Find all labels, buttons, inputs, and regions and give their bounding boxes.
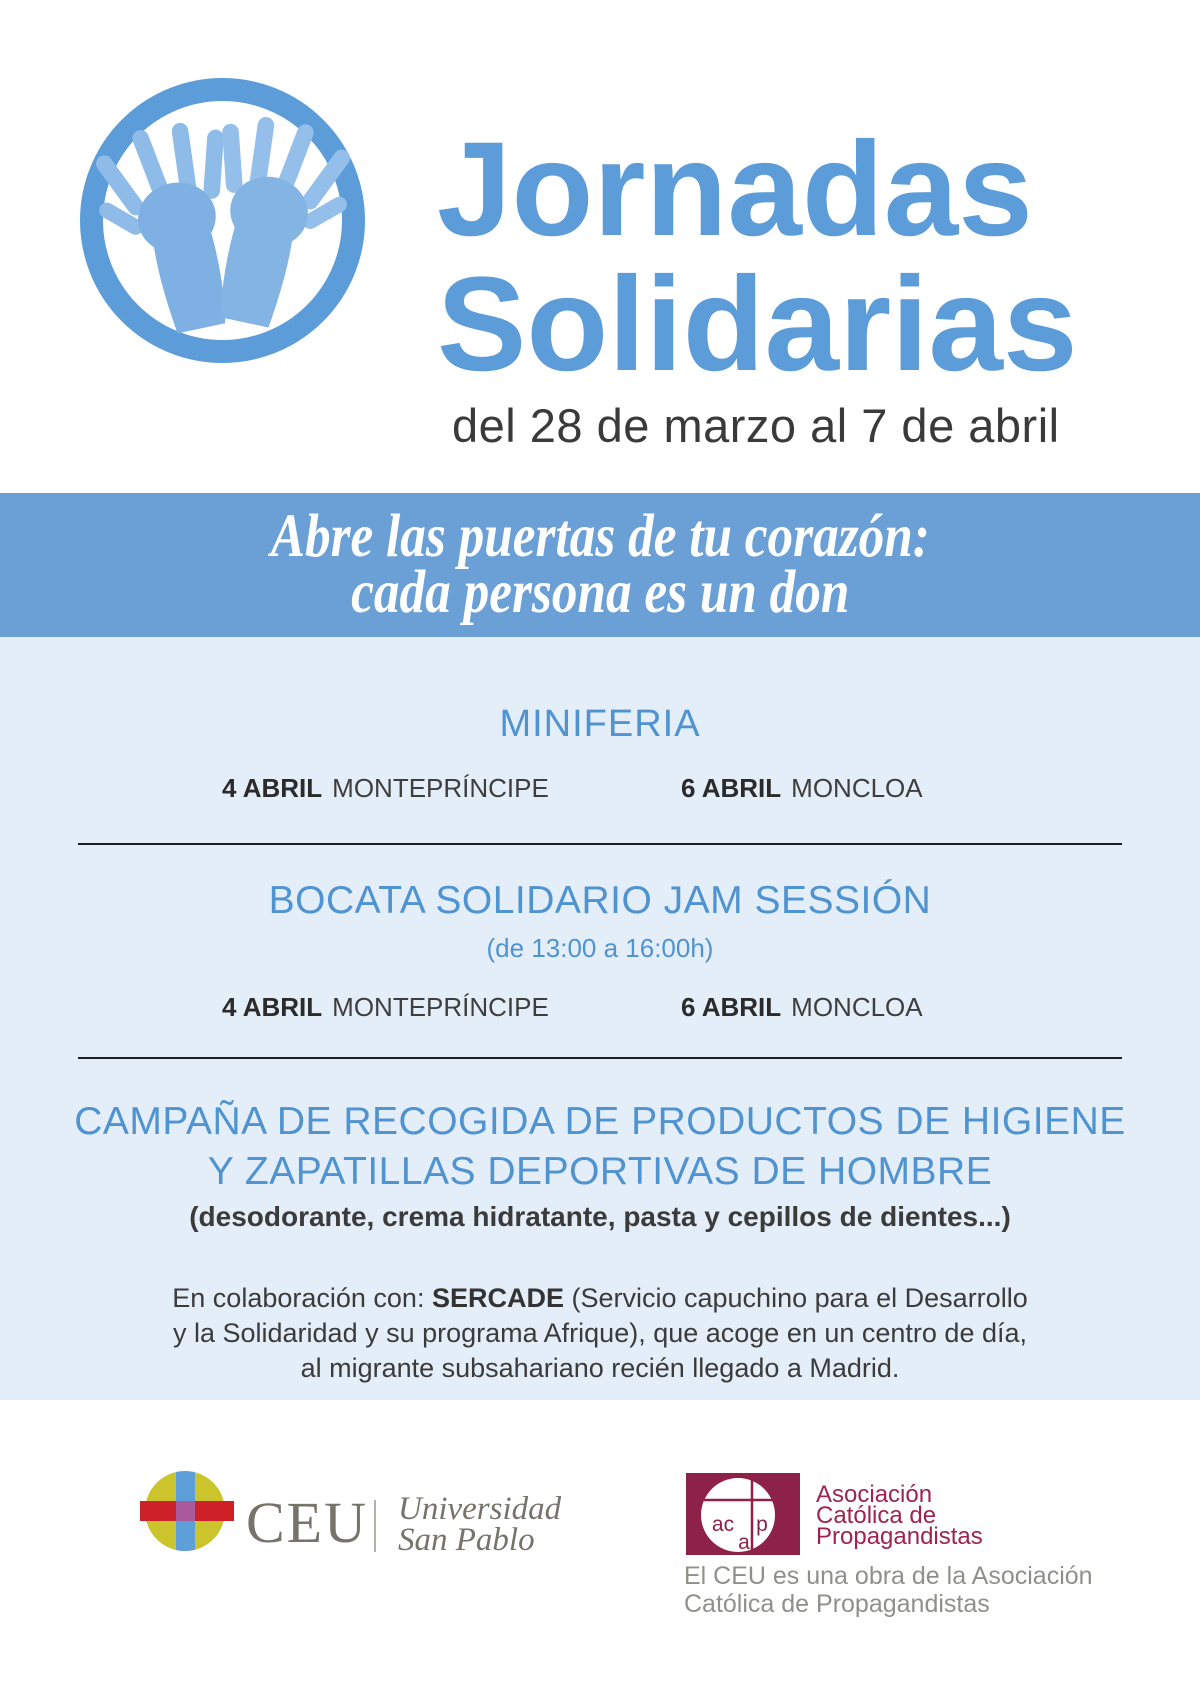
events-section	[0, 637, 1200, 1400]
campaign-description	[0, 1281, 1200, 1386]
slogan-line-2: cada persona es un don	[350, 559, 850, 626]
ceu-acronym: CEU	[246, 1490, 368, 1555]
event-item	[681, 992, 923, 1023]
acdp-letter-right: p	[756, 1513, 768, 1536]
title-line-1: Jornadas	[437, 115, 1033, 264]
event-item	[222, 773, 549, 804]
collab-line1-rest: (Servicio capuchino para el Desarrollo	[563, 1283, 1028, 1313]
acdp-name	[816, 1481, 983, 1550]
bocata-events-row	[0, 992, 1200, 1026]
campaign-note: (desodorante, crema hidratante, pasta y cepillos de dientes...)	[189, 1201, 1011, 1232]
acdp-tagline	[684, 1562, 1093, 1618]
campaign-heading-line-1: CAMPAÑA DE RECOGIDA DE PRODUCTOS DE HIGIENE	[74, 1100, 1126, 1143]
event-date: 4 ABRIL	[222, 992, 323, 1022]
collab-prefix: En colaboración con:	[172, 1283, 432, 1313]
logo-divider	[374, 1500, 376, 1552]
event-place: MONTEPRÍNCIPE	[332, 992, 549, 1022]
acdp-letter-bottom: a	[738, 1531, 750, 1554]
event-date: 6 ABRIL	[681, 992, 782, 1022]
ceu-university-name	[398, 1491, 562, 1558]
acdp-emblem-icon	[686, 1473, 800, 1555]
title-line-2: Solidarias	[437, 250, 1078, 399]
slogan-banner	[0, 493, 1200, 637]
slogan-line-1: Abre las puertas de tu corazón:	[270, 503, 930, 570]
poster-title	[437, 115, 1078, 399]
campaign-heading	[0, 1097, 1200, 1197]
acdp-letters-left: ac	[711, 1513, 735, 1536]
miniferia-heading: MINIFERIA	[499, 703, 701, 745]
ceu-university-line-1: Universidad	[398, 1491, 562, 1527]
bocata-heading: BOCATA SOLIDARIO JAM SESSIÓN	[268, 879, 932, 922]
section-divider	[78, 1057, 1122, 1059]
event-date: 4 ABRIL	[222, 773, 323, 803]
slogan-text	[270, 503, 930, 626]
acdp-name-line-1: Asociación	[816, 1481, 933, 1508]
collab-org: SERCADE	[431, 1283, 564, 1313]
hands-logo-badge	[80, 78, 365, 363]
miniferia-events-row	[0, 773, 1200, 807]
collab-line2: y la Solidaridad y su programa Afrique), que acoge en un centro de día,	[172, 1318, 1028, 1348]
event-place: MONTEPRÍNCIPE	[332, 773, 549, 803]
collab-line3: al migrante subsahariano recién llegado a Madrid.	[300, 1353, 900, 1383]
footer	[0, 1400, 1200, 1697]
acdp-tagline-line-2: Católica de Propagandistas	[684, 1590, 990, 1618]
event-item	[222, 992, 549, 1023]
section-divider	[78, 843, 1122, 845]
campaign-heading-line-2: Y ZAPATILLAS DEPORTIVAS DE HOMBRE	[207, 1150, 993, 1193]
acdp-tagline-line-1: El CEU es una obra de la Asociación	[684, 1562, 1093, 1590]
event-item	[681, 773, 923, 804]
raised-hands-icon	[106, 104, 340, 338]
event-date: 6 ABRIL	[681, 773, 782, 803]
event-date-range: del 28 de marzo al 7 de abril	[452, 399, 1060, 452]
event-place: MONCLOA	[791, 992, 923, 1022]
acdp-name-line-3: Propagandistas	[816, 1523, 983, 1550]
ceu-emblem-icon	[140, 1470, 234, 1552]
acdp-name-line-2: Católica de	[816, 1502, 937, 1529]
ceu-university-line-2: San Pablo	[398, 1522, 535, 1558]
event-place: MONCLOA	[791, 773, 923, 803]
bocata-time: (de 13:00 a 16:00h)	[486, 933, 714, 963]
